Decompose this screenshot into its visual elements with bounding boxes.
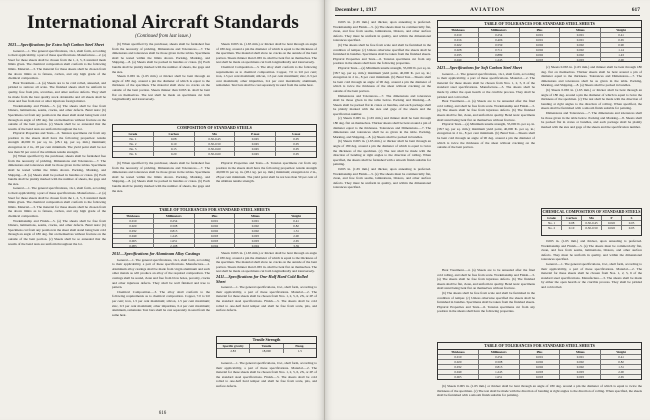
table-cell: 0.002: [560, 43, 601, 47]
table-header-cell: Grade: [113, 132, 154, 136]
table-cell: 1.245: [479, 58, 520, 62]
paragraph: General.—1. The general specifications, 1G1, shall form, according to their applicability, a part of these specifications. Manufacture.—2. (a) Steel for these sheets shall be chosen from the 1, 2, 5, 6 standard mesh limits given. The chemical composition shall conform to the following limits. Material.—3. The material for these sheets shall be chosen from the above limits as to fatness, carbon, and any high grade of the chemical composition.: [8, 186, 106, 218]
table-cell: No. 2: [113, 142, 154, 146]
table-title: COMPOSITION OF STANDARD STEELS: [113, 125, 316, 132]
table-cell: 0.002: [520, 360, 561, 364]
paragraph: General.—1. The general specifications, 1G1, shall form, according to their applicability, a part of these specifications. Manufacture.—2. Aluminum alloy castings shall be made from virgin aluminum and such other metals as will produce an alloy of the required composition. The castings shall be sound, clean and free from blow holes, porosity, cracks and other injurious defects. They shall be well finished and true to pattern.: [112, 257, 210, 290]
table-cell: 0.508: [154, 224, 195, 228]
table-cell: 0.002: [235, 229, 276, 233]
paragraph: (b) When specified by the purchaser, sheets shall be furnished free from the necessity of pickling. Dimensions and Tolerances.—7. The dimensions and tolerances shall be those given in the tables. Specimens shall be tested within the limits shown. Packing, Marking, and Shipping.—8. (a) Sheets shall be packed in bundles or crates. (b) Each bundle shall be plainly marked with the number of sheets, the gage and the size.: [8, 154, 106, 186]
table-header-cell: Minus: [560, 350, 601, 354]
table-cell: 0.406: [479, 38, 520, 42]
table-cell: 2.65: [618, 375, 624, 379]
table-header-cell: Grade: [542, 216, 562, 220]
table-cell: 0.002: [235, 224, 276, 228]
composition-table: [112, 124, 317, 158]
table-cell: 0.559: [479, 43, 520, 47]
table-cell: 0.010: [438, 33, 479, 37]
paragraph: Heat Treatment.—4. (a) Sheets are to be annealed after the final cold rolling, and shall be free from scale. Workmanship and Finish.—5. (a) The sheets shall be free from injurious defects. (b) The finished sheets shall be flat, clean, and uniform in quality. Bend tests: specimens shall stand being bent flat on themselves without fracture.: [437, 268, 535, 291]
table-cell: 2.00: [618, 370, 624, 374]
section-heading: 2021—Specifications for Extra Soft Carbon Steel Sheet: [8, 42, 104, 47]
left-column-2-mid: [112, 161, 210, 203]
paragraph: Chemical Composition.—3. The alloy shall conform to the following requirements as to chemical composition. Copper, 7.0 to 9.0 per cent; iron, 1.5 per cent maximum; silicon, 1.5 per cent maximum; zinc, 0.3 per cent maximum; other impurities, 0.4 per cent maximum; aluminum, remainder. Test bars shall be cast separately in sand from the same heat.: [216, 64, 317, 88]
table-cell: 0.003: [195, 239, 236, 243]
section-heading: 2011—Specifications for Aluminum Alloy Castings: [112, 251, 201, 256]
table-cell: 0.08: [562, 221, 582, 225]
paragraph: Heat Treatment.—4. (a) Sheets are to be cold rolled, annealed, and pickled to remove all scale. The finished sheets shall be uniform in quality, free from pits, scratches, and other surface defects. They shall be made from the best quality stock obtainable and all sheets shall be clean and free from rust or other injurious foreign matter.: [8, 80, 106, 104]
paragraph: Sheets 0.065 in. (1.65 mm.) or thicker shall be bent through an angle of 180 deg. around a pin the diameter of which is equal to the thickness of the specimen. The material shall show no cracks on the outside of the bent portion. Sheets thinner than 0.065 in. shall be bent flat on themselves. The test shall be made on specimens cut both longitudinally and transversely.: [112, 74, 210, 102]
table-cell: 0.002: [520, 365, 561, 369]
table-cell: 0.41: [618, 33, 624, 37]
paragraph: Workmanship and Finish.—5. (a) The sheets shall be free from blisters, laminations, seams, cracks, and other defects. Bend tests: (b) Specimens cut from any position in the sheet shall stand being bent cold through an angle of 180 deg. flat on themselves without fracture on the outside of the bent portion. (c) Sheets shall be so annealed that the results of the bend tests are uniform throughout the lot.: [8, 218, 106, 246]
right-page: [325, 0, 650, 420]
left-column-3-end: [216, 361, 317, 408]
table-cell: 0.003: [560, 375, 601, 379]
table-header-cell: Carbon: [562, 216, 582, 220]
paragraph: Chemical Composition.—3. The alloy shall conform to the following requirements as to chemical composition. Copper, 7.0 to 9.0 per cent; iron, 1.5 per cent maximum; silicon, 1.5 per cent maximum; zinc, 0.3 per cent maximum; other impurities, 0.4 per cent maximum; aluminum, remainder. Test bars shall be cast separately in sand from the same heat.: [112, 289, 210, 317]
table-cell: 0.035: [438, 53, 479, 57]
table-header-cell: S max: [291, 132, 301, 136]
table-cell: 0.003: [520, 58, 561, 62]
running-head: [335, 6, 640, 16]
table-cell: 1.14: [618, 48, 624, 52]
table-cell: 0.65: [618, 38, 624, 42]
table-cell: 0.08: [154, 137, 195, 141]
table-title: CHEMICAL COMPOSITION OF STANDARD STEELS: [542, 209, 641, 214]
table-header-cell: S: [630, 216, 633, 220]
table-cell: 0.001: [560, 355, 601, 359]
left-column-2-bottom: [112, 251, 210, 408]
table-cell: 0.032: [113, 229, 154, 233]
table-cell: 0.889: [479, 53, 520, 57]
table-header-cell: Minus: [560, 28, 601, 32]
paragraph: Dimensions and Tolerances.—7. The dimensions and tolerances shall be those given in the table below. Packing and Marking.—8. Sheets shall be packed flat in crates or bundles, and each package shall be plainly marked with the size and gage of the sheets and the specification number.: [333, 93, 431, 116]
table-cell: 1.31: [618, 365, 624, 369]
table-cell: 0.254: [154, 219, 195, 223]
tensile-table: [216, 336, 317, 358]
table-cell: 0.254: [479, 355, 520, 359]
table-cell: 0.05: [293, 142, 299, 146]
table-cell: 0.049: [113, 234, 154, 238]
right-column-2-lower: [437, 268, 535, 338]
table-cell: 0.90: [618, 43, 624, 47]
table-cell: 0.05: [628, 226, 635, 230]
table-cell: 0.05: [293, 147, 299, 151]
right-page-end: [437, 384, 642, 408]
table-cell: 0.003: [235, 234, 276, 238]
paragraph: (c) Sheets 0.065 in. (1.65 mm.) and thinner shall be bent through 180 deg. flat on themselves. Thicker sheets shall be bent around a pin of diameter equal to the thickness. Tolerances and Dimensions.—7. The dimensions and tolerances shall be as given in the table. Packing, Marking, and Shipping.—8. (a) Sheets shall be packed in bundles.: [541, 65, 642, 88]
table-cell: 0.002: [560, 53, 601, 57]
table-cell: 0.016: [438, 38, 479, 42]
table-header-cell: Minus: [235, 214, 276, 218]
table-cell: 0.82: [293, 224, 299, 228]
table-title: Tensile Strength: [217, 337, 316, 344]
paragraph: General.—1. The general specifications, 1G1, shall form, according to their applicability, a part of these specifications. Material.—2. The material for these sheets shall be chosen from Nos. 1, 2, 5, 6 of the standard steel specifications. Manufacture.—3. The sheets shall be made by either the open hearth or the crucible process. They shall be pickled and cold rolled.: [541, 261, 642, 289]
table-cell: No. 2: [542, 226, 562, 230]
left-column-3-mid: [216, 161, 317, 203]
table-header-cell: Plus: [520, 350, 561, 354]
table-title: TABLE OF TOLERANCES FOR STANDARD STEEL SHEETS: [438, 21, 641, 28]
table-cell: 0.002: [560, 365, 601, 369]
left-column-3-top: [216, 42, 317, 122]
table-cell: 0.003: [195, 234, 236, 238]
table-cell: 0.045: [235, 142, 276, 146]
table-header-cell: Weight: [616, 28, 626, 32]
table-cell: 0.41: [618, 355, 624, 359]
table-header-cell: Thickness: [438, 28, 479, 32]
table-header-cell: Weight: [616, 350, 626, 354]
table-cell: 2.65: [293, 239, 299, 243]
left-column-2-top: [112, 42, 210, 122]
table-cell: 1.5: [297, 349, 302, 353]
section-heading: 2421—Specifications for Soft Carbon Steel Sheet: [437, 65, 523, 70]
table-cell: 0.30-0.60: [195, 147, 236, 151]
right-column-3-lower: [541, 239, 642, 338]
table-cell: 0.508: [479, 360, 520, 364]
paragraph: 0.065 in. (1.65 mm.) and thicker, upon annealing is preferred. Workmanship and Finish.—5. (a) The sheets must be commercially flat, clean, and free from seams, laminations, blisters, and other surface defects. They must be uniform in quality, and within the dimensional tolerances specified.: [333, 20, 431, 43]
paragraph: (b) The sheets shall be free from scale and shall be furnished in the condition of temper. (c) Unless otherwise specified the sheets shall be furnished in bundles. Specimens shall be taken from the finished sheets. Physical Properties and Tests.—6. Tension specimens cut from any position in the sheets shall have the following properties.: [333, 42, 431, 66]
table-cell: 0.002: [520, 53, 561, 57]
table-cell: 0.82: [618, 360, 624, 364]
table-cell: 0.05: [293, 137, 299, 141]
table-cell: 0.049: [438, 58, 479, 62]
table-cell: No. 6: [113, 152, 154, 156]
table-cell: 0.001: [520, 38, 561, 42]
table-cell: 0.004: [235, 244, 276, 248]
left-column-3-bottom: [216, 251, 317, 333]
table-cell: 0.05: [293, 152, 299, 156]
paragraph: (c) Sheets 0.065 in. (1.65 mm.) and thinner shall be bent through 180 deg. flat on themselves. Thicker sheets shall be bent around a pin of diameter equal to the thickness. Tolerances and Dimensions.—7. The dimensions and tolerances shall be as given in the table. Packing, Marking, and Shipping.—8. (a) Sheets shall be packed in bundles.: [333, 116, 431, 139]
paragraph: Physical Properties and Tests.—6. Tension specimens cut from any position in the sheets shall have the following properties: tensile strength 40,000 lb per sq. in. (28.1 kg. per sq. mm.) minimum; elongation in 2 in., 28 per cent minimum. The yield point shall be not less than 50 per cent of the ultimate tensile strength.: [8, 131, 106, 154]
table-cell: 1.651: [154, 239, 195, 243]
table-cell: 0.001: [560, 33, 601, 37]
paragraph: (b) When specified by the purchaser, sheets shall be furnished free from the necessity of pickling. Dimensions and Tolerances.—7. The dimensions and tolerances shall be those given in the tables. Specimens shall be tested within the limits shown. Packing, Marking, and Shipping.—8. (a) Sheets shall be packed in bundles or crates. (b) Each bundle shall be plainly marked with the number of sheets, the gage and the size.: [112, 42, 210, 74]
table-cell: 0.002: [520, 48, 561, 52]
table-header-cell: Millimeters: [479, 350, 520, 354]
issue-date: December 1, 1917: [335, 7, 377, 13]
table-cell: 0.010: [113, 219, 154, 223]
tolerances-table: [437, 20, 642, 62]
right-column-2: [437, 65, 535, 265]
table-header-cell: Plus: [520, 28, 561, 32]
table-cell: 0.045: [602, 226, 622, 230]
paragraph: Dimensions and Tolerances.—7. The dimensions and tolerances shall be those given in the table below. Packing and Marking.—8. Sheets shall be packed flat in crates or bundles, and each package shall be plainly marked with the size and gage of the sheets and the specification number.: [541, 110, 642, 129]
table-cell: 0.002: [560, 48, 601, 52]
table-cell: 0.028: [438, 48, 479, 52]
page-subtitle: (Continued from last issue.): [135, 34, 191, 39]
paragraph: General.—1. The general specifications, 1G1, shall form, according to their applicability, a part of these specifications. Manufacture.—2. (a) Steel for these sheets shall be chosen from the 1, 2, 5, 6 standard mesh limits given. The chemical composition shall conform to the following limits. Material.—3. The material for these sheets shall be chosen from the above limits as to fatness, carbon, and any high grade of the chemical composition.: [8, 48, 106, 81]
table-cell: 0.813: [479, 365, 520, 369]
table-header-cell: Plus: [195, 214, 236, 218]
table-cell: 0.045: [235, 152, 276, 156]
table-header-cell: Thickness: [438, 350, 479, 354]
table-cell: 0.022: [438, 43, 479, 47]
table-cell: 0.30-0.45: [582, 221, 602, 225]
table-cell: 0.065: [438, 375, 479, 379]
paragraph: General.—1. The general specifications, 1G1, shall form, according to their applicability, a part of these specifications. Material.—2. The material for these sheets shall be chosen from Nos. 1, 2, 5, 6 of the standard steel specifications. Manufacture.—3. The sheets shall be made by either the open hearth or the crucible process. They shall be pickled and cold rolled.: [437, 71, 535, 99]
table-cell: 0.10: [154, 142, 195, 146]
table-row: [217, 349, 316, 353]
table-cell: 0.045: [235, 137, 276, 141]
table-cell: No. 1: [542, 221, 562, 225]
paragraph: Physical Tests.—(a) Minimum tensile strength, 55,000 lb. per sq. in. (38.7 kg. per sq. mm.); minimum yield point, 40,000 lb. per sq. in.; elongation in 2 in., 8 per cent minimum. (b) Bend Test.—Sheets shall be bent cold through an angle of 90 deg. around a pin the diameter of which is twice the thickness of the sheet without cracking on the outside of the bent portion.: [333, 65, 431, 93]
table-cell: 0.003: [560, 370, 601, 374]
table-title: TABLE OF TOLERANCES FOR STANDARD STEEL SHEETS: [438, 343, 641, 350]
table-header-cell: Mn: [195, 132, 236, 136]
table-header-cell: Millimeters: [479, 28, 520, 32]
table-cell: 0.003: [520, 375, 561, 379]
table-cell: 1.245: [154, 234, 195, 238]
table-cell: 0.032: [438, 365, 479, 369]
table-cell: 0.002: [195, 229, 236, 233]
table-header-cell: Mn: [582, 216, 602, 220]
paragraph: Sheets 0.065 in. (1.65 mm.) or thicker shall be bent through an angle of 180 deg. around a pin the diameter of which is equal to the thickness of the specimen. The material shall show no cracks on the outside of the bent portion. Sheets thinner than 0.065 in. shall be bent flat on themselves. The test shall be made on specimens cut both longitudinally and transversely.: [216, 251, 317, 274]
table-cell: 0.15: [154, 147, 195, 151]
table-cell: 0.003: [235, 239, 276, 243]
table-cell: 2.00: [618, 58, 624, 62]
table-cell: 0.020: [113, 224, 154, 228]
table-cell: 0.065: [113, 239, 154, 243]
table-cell: 0.004: [195, 244, 236, 248]
table-header-cell: Specific gravity: [217, 344, 250, 348]
table-cell: 0.049: [438, 370, 479, 374]
paragraph: Physical Properties and Tests.—6. Tension specimens cut from any position in the sheets shall have the following properties: tensile strength 40,000 lb per sq. in. (28.1 kg. per sq. mm.) minimum; elongation in 2 in., 28 per cent minimum. The yield point shall be not less than 50 per cent of the ultimate tensile strength.: [216, 161, 317, 184]
journal-name: AVIATION: [470, 7, 505, 13]
paragraph: (b) Sheets 0.065 in. (1.65 mm.) or thicker shall be bent through an angle of 180 deg. around a pin the diameter of which is equal to twice the thickness of the specimen. (c) The test shall be made with the direction of bending at right angles to the direction of rolling. When specified, the sheets shall be furnished with a smooth finish suitable for painting.: [541, 87, 642, 111]
page-title: International Aircraft Standards: [26, 12, 300, 33]
paragraph: 0.065 in. (1.65 mm.) and thicker, upon annealing is preferred. Workmanship and Finish.—5. (a) The sheets must be commercially flat, clean, and free from seams, laminations, blisters, and other surface defects. They must be uniform in quality, and within the dimensional tolerances specified.: [333, 167, 431, 190]
table-cell: 18,000: [250, 349, 283, 353]
table-cell: 0.30-0.50: [195, 142, 236, 146]
table-cell: 0.20: [154, 152, 195, 156]
table-cell: 0.813: [154, 229, 195, 233]
table-cell: 2.00: [293, 234, 299, 238]
paragraph: (b) Sheets 0.065 in. (1.65 mm.) or thicker shall be bent through an angle of 180 deg. around a pin the diameter of which is equal to twice the thickness of the specimen. (c) The test shall be made with the direction of bending at right angles to the direction of rolling. When specified, the sheets shall be furnished with a smooth finish suitable for painting.: [437, 384, 642, 398]
table-cell: 0.001: [520, 355, 561, 359]
paragraph: Physical Tests.—(a) Minimum tensile strength, 55,000 lb. per sq. in. (38.7 kg. per sq. mm.); minimum yield point, 40,000 lb. per sq. in.; elongation in 2 in., 8 per cent minimum. (b) Bend Test.—Sheets shall be bent cold through an angle of 90 deg. around a pin the diameter of which is twice the thickness of the sheet without cracking on the outside of the bent portion.: [437, 122, 535, 150]
table-header-cell: Tensile: [250, 344, 283, 348]
table-cell: 0.001: [195, 219, 236, 223]
table-title: TABLE OF TOLERANCES FOR STANDARD STEEL SHEETS: [113, 207, 316, 214]
table-header-cell: P: [602, 216, 622, 220]
table-header-cell: Millimeters: [154, 214, 195, 218]
table-cell: 0.05: [628, 221, 635, 225]
table-cell: 2.108: [154, 244, 195, 248]
paragraph: General.—1. The general specifications, 1G1, shall form, according to their applicability, a part of these specifications. Material.—2. The material for these sheets shall be chosen from Nos. 1, 2, 5, 6, 2X, or 2E of the standard steel specifications. Finish.—3. The sheets shall be cold rolled to one-half hard temper and shall be free from scale, pits, and surface defects.: [216, 285, 317, 313]
table-cell: 0.41: [293, 219, 299, 223]
table-cell: 0.020: [438, 360, 479, 364]
composition-table: [541, 208, 642, 236]
table-cell: 1.245: [479, 370, 520, 374]
table-cell: 0.30-0.60: [195, 152, 236, 156]
paragraph: General.—1. The general specifications, 1G1, shall form, according to their applicability, a part of these specifications. Material.—2. The material for these sheets shall be chosen from Nos. 1, 2, 5, 6, 2X, or 2E of the standard steel specifications. Finish.—3. The sheets shall be cold rolled to one-half hard temper and shall be free from scale, pits, and surface defects.: [216, 361, 317, 388]
table-cell: 0.30-0.45: [195, 137, 236, 141]
table-cell: 1.651: [479, 375, 520, 379]
table-cell: 1.31: [293, 229, 299, 233]
paragraph: (b) When specified by the purchaser, sheets shall be furnished free from the necessity of pickling. Dimensions and Tolerances.—7. The dimensions and tolerances shall be those given in the tables. Specimens shall be tested within the limits shown. Packing, Marking, and Shipping.—8. (a) Sheets shall be packed in bundles or crates. (b) Each bundle shall be plainly marked with the number of sheets, the gage and the size.: [112, 161, 210, 193]
table-cell: 0.045: [602, 221, 622, 225]
paragraph: Heat Treatment.—4. (a) Sheets are to be annealed after the final cold rolling, and shall be free from scale. Workmanship and Finish.—5. (a) The sheets shall be free from injurious defects. (b) The finished sheets shall be flat, clean, and uniform in quality. Bend tests: specimens shall stand being bent flat on themselves without fracture.: [437, 99, 535, 122]
table-cell: 0.003: [560, 58, 601, 62]
table-cell: No. 1: [113, 137, 154, 141]
paragraph: Sheets 0.065 in. (1.65 mm.) or thicker shall be bent through an angle of 180 deg. around a pin the diameter of which is equal to the thickness of the specimen. The material shall show no cracks on the outside of the bent portion. Sheets thinner than 0.065 in. shall be bent flat on themselves. The test shall be made on specimens cut both longitudinally and transversely.: [216, 42, 317, 65]
table-cell: 0.10: [562, 226, 582, 230]
paragraph: Workmanship and Finish.—5. (a) The sheets shall be free from blisters, laminations, seams, cracks, and other defects. Bend tests: (b) Specimens cut from any position in the sheet shall stand being bent cold through an angle of 180 deg. flat on themselves without fracture on the outside of the bent portion. (c) Sheets shall be so annealed that the results of the bend tests are uniform throughout the lot.: [8, 103, 106, 131]
table-cell: 0.002: [560, 360, 601, 364]
left-column-1: [8, 42, 106, 408]
page-number: 617: [631, 7, 640, 13]
table-cell: 0.083: [113, 244, 154, 248]
table-row: [542, 226, 641, 230]
table-cell: 0.002: [195, 224, 236, 228]
table-cell: 0.010: [438, 355, 479, 359]
table-header-cell: P max: [235, 132, 276, 136]
table-cell: No. 5: [113, 147, 154, 151]
section-heading: 2411—Specifications for One-Half Hard Cold Rolled Sheet: [216, 273, 308, 284]
table-cell: 3.39: [293, 244, 299, 248]
table-row: [438, 58, 641, 62]
table-header-cell: Carbon: [154, 132, 195, 136]
table-row: [113, 152, 316, 156]
table-row: [113, 244, 316, 248]
table-row: [438, 375, 641, 379]
table-header-cell: Thickness: [113, 214, 154, 218]
table-header-cell: Elong.: [295, 344, 305, 348]
right-column-1: [333, 20, 431, 408]
table-header-cell: Weight: [291, 214, 301, 218]
table-cell: 0.001: [520, 33, 561, 37]
tolerances-table-bottom: [437, 342, 642, 380]
page-number: 616: [158, 411, 167, 416]
right-column-3: [541, 65, 642, 205]
table-cell: 0.711: [479, 48, 520, 52]
paragraph: (b) Sheets 0.065 in. (1.65 mm.) or thicker shall be bent through an angle of 180 deg. around a pin the diameter of which is equal to twice the thickness of the specimen. (c) The test shall be made with the direction of bending at right angles to the direction of rolling. When specified, the sheets shall be furnished with a smooth finish suitable for painting.: [333, 139, 431, 167]
table-cell: 2.83: [217, 349, 250, 353]
paragraph: (b) The sheets shall be free from scale and shall be furnished in the condition of temper. (c) Unless otherwise specified the sheets shall be furnished in bundles. Specimens shall be taken from the finished sheets. Physical Properties and Tests.—6. Tension specimens cut from any position in the sheets shall have the following properties.: [437, 290, 535, 314]
table-cell: 0.045: [235, 147, 276, 151]
table-cell: 0.001: [560, 38, 601, 42]
table-cell: 0.003: [520, 370, 561, 374]
table-cell: 0.254: [479, 33, 520, 37]
paragraph: 0.065 in. (1.65 mm.) and thicker, upon annealing is preferred. Workmanship and Finish.—5. (a) The sheets must be commercially flat, clean, and free from seams, laminations, blisters, and other surface defects. They must be uniform in quality, and within the dimensional tolerances specified.: [541, 239, 642, 262]
table-cell: 0.30-0.50: [582, 226, 602, 230]
table-cell: 0.002: [520, 43, 561, 47]
tolerances-table: [112, 206, 317, 248]
table-cell: 1.43: [618, 53, 624, 57]
table-cell: 0.001: [235, 219, 276, 223]
